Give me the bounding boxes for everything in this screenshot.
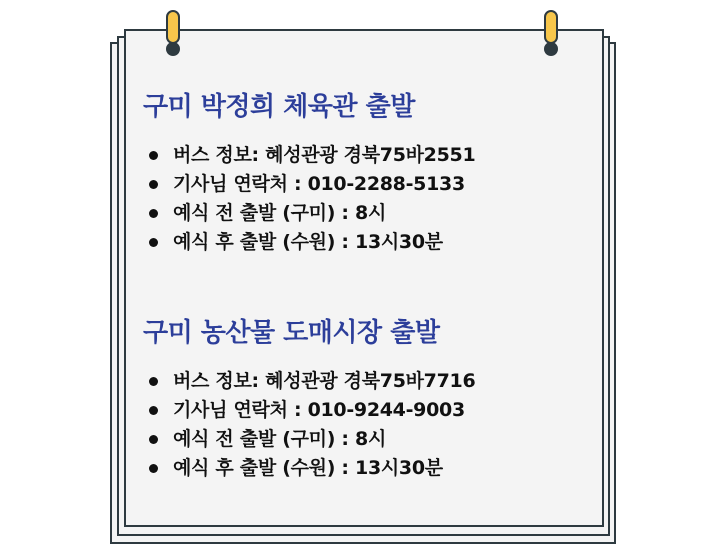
bullet-icon [149,151,158,160]
list-item [143,454,593,483]
list-item [143,228,593,257]
departure-before-ceremony: 예식 전 출발 (구미) : 8시 [173,428,386,450]
list-item [143,170,593,199]
list-item [143,141,593,170]
departure-before-ceremony: 예식 전 출발 (구미) : 8시 [173,202,386,224]
info-list [143,141,593,257]
bullet-icon [149,377,158,386]
list-item [143,396,593,425]
driver-contact: 기사님 연락처 : 010-9244-9003 [173,399,465,421]
departure-after-ceremony: 예식 후 출발 (수원) : 13시30분 [173,457,443,479]
bullet-icon [149,209,158,218]
bus-info: 버스 정보: 혜성관광 경북75바2551 [173,144,476,166]
bullet-icon [149,464,158,473]
section-title: 구미 농산물 도매시장 출발 [143,318,440,348]
bus-info: 버스 정보: 혜성관광 경북75바7716 [173,370,476,392]
driver-contact: 기사님 연락처 : 010-2288-5133 [173,173,465,195]
list-item [143,425,593,454]
bullet-icon [149,435,158,444]
section-title: 구미 박정희 체육관 출발 [143,92,415,122]
list-item [143,367,593,396]
departure-after-ceremony: 예식 후 출발 (수원) : 13시30분 [173,231,443,253]
bullet-icon [149,238,158,247]
departure-section-gumi-gym [143,86,593,257]
info-list [143,367,593,483]
bullet-icon [149,180,158,189]
list-item [143,199,593,228]
departure-section-gumi-market [143,312,593,483]
binder-clip-left-icon [166,10,180,50]
bullet-icon [149,406,158,415]
binder-clip-right-icon [544,10,558,50]
